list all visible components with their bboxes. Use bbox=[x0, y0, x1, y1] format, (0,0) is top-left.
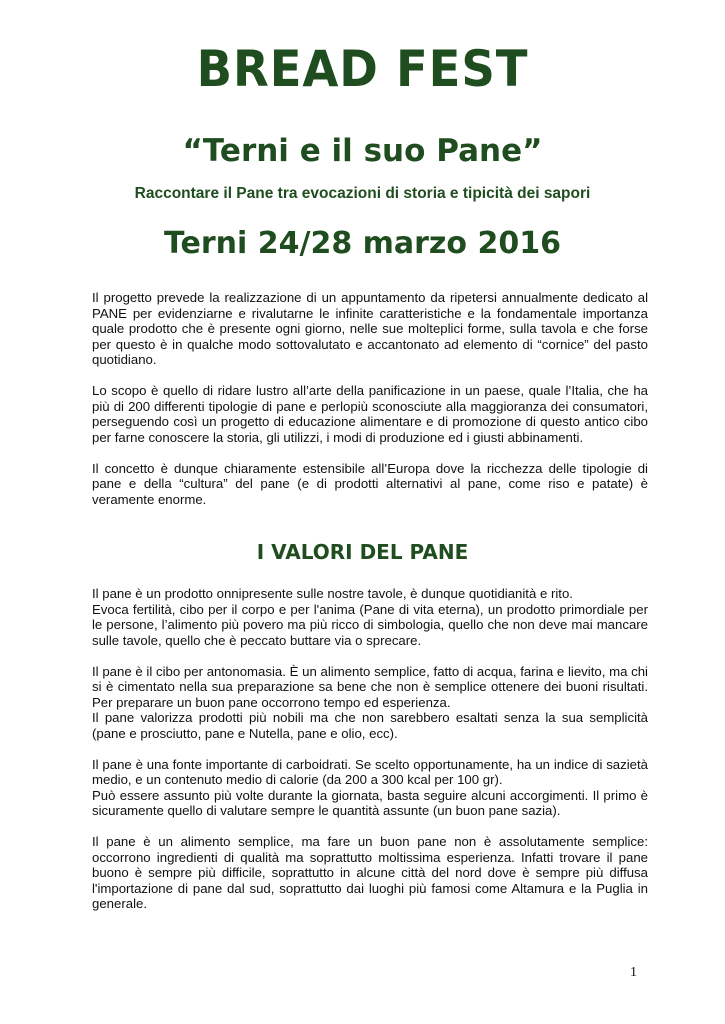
values-section bbox=[92, 586, 648, 912]
values-paragraph: Il pane è una fonte importante di carboidrati. Se scelto opportunamente, ha un indice di sazietà medio, e un contenuto medio di calorie (da 200 a 300 kcal per 100 gr). bbox=[92, 756, 648, 787]
values-paragraph: Evoca fertilità, cibo per il corpo e per l'anima (Pane di vita eterna), un prodotto primordiale per le persone, l’alimento più povero ma più ricco di simbologia, quello che non deve mai mancare sulle tavole, quello che è peccato buttare via o sprecare. bbox=[92, 601, 648, 648]
section-heading: I VALORI DEL PANE bbox=[256, 540, 469, 564]
values-paragraph: Può essere assunto più volte durante la giornata, basta seguire alcuni accorgimenti. Il primo è sicuramente quello di valutare sempre le quantità assunte (un buon pane sazia). bbox=[92, 787, 648, 818]
document-subtitle: “Terni e il suo Pane” bbox=[182, 133, 543, 169]
intro-paragraph: Il progetto prevede la realizzazione di un appuntamento da ripetersi annualmente dedicato al PANE per evidenziarne e rivalutarne le infinite caratteristiche e la fondamentale importanza quale prodotto che è presente ogni giorno, nelle sue molteplici forme, sulla tavola e che forse per questo è in qualche modo sottovalutato e accantonato ad elemento di “cornice” del pasto quotidiano. bbox=[92, 290, 648, 367]
page-number: 1 bbox=[630, 965, 637, 980]
values-paragraph: Il pane è il cibo per antonomasia. È un alimento semplice, fatto di acqua, farina e lievito, ma chi si è cimentato nella sua preparazione sa bene che non è semplice ottenere dei buoni risultati. Per preparare un buon pane occorrono tempo ed esperienza. bbox=[92, 663, 648, 710]
intro-paragraph: Il concetto è dunque chiaramente estensibile all’Europa dove la ricchezza delle tipologie di pane e della “cultura” del pane (e di prodotti alternativi al pane, come riso e patate) è veramente enorme. bbox=[92, 460, 648, 507]
values-paragraph: Il pane valorizza prodotti più nobili ma che non sarebbero esaltati senza la sua semplicità (pane e prosciutto, pane e Nutella, pane e olio, ecc). bbox=[92, 710, 648, 741]
values-paragraph: Il pane è un prodotto onnipresente sulle nostre tavole, è dunque quotidianità e rito. bbox=[92, 586, 573, 601]
document-title: BREAD FEST bbox=[196, 40, 529, 98]
document-tagline: Raccontare il Pane tra evocazioni di storia e tipicità dei sapori bbox=[134, 185, 591, 202]
intro-section bbox=[92, 290, 648, 507]
intro-paragraph: Lo scopo è quello di ridare lustro all’arte della panificazione in un paese, quale l’Italia, che ha più di 200 differenti tipologie di pane e perlopiù sconosciute alla maggioranza dei consumatori, perseguendo così un progetto di educazione alimentare e di promozione di questo antico cibo per farne conoscere la storia, gli utilizzi, i modi di produzione ed i giusti abbinamenti. bbox=[92, 383, 648, 445]
event-dates: Terni 24/28 marzo 2016 bbox=[164, 226, 561, 261]
values-paragraph: Il pane è un alimento semplice, ma fare un buon pane non è assolutamente semplice: occorrono ingredienti di qualità ma soprattutto moltissima esperienza. Infatti trovare il pane buono è sempre più difficile, soprattutto in alcune città del nord dove è sempre più diffusa l'importazione di pane dal sud, soprattutto dai luoghi più famosi come Altamura e la Puglia in generale. bbox=[92, 834, 648, 911]
